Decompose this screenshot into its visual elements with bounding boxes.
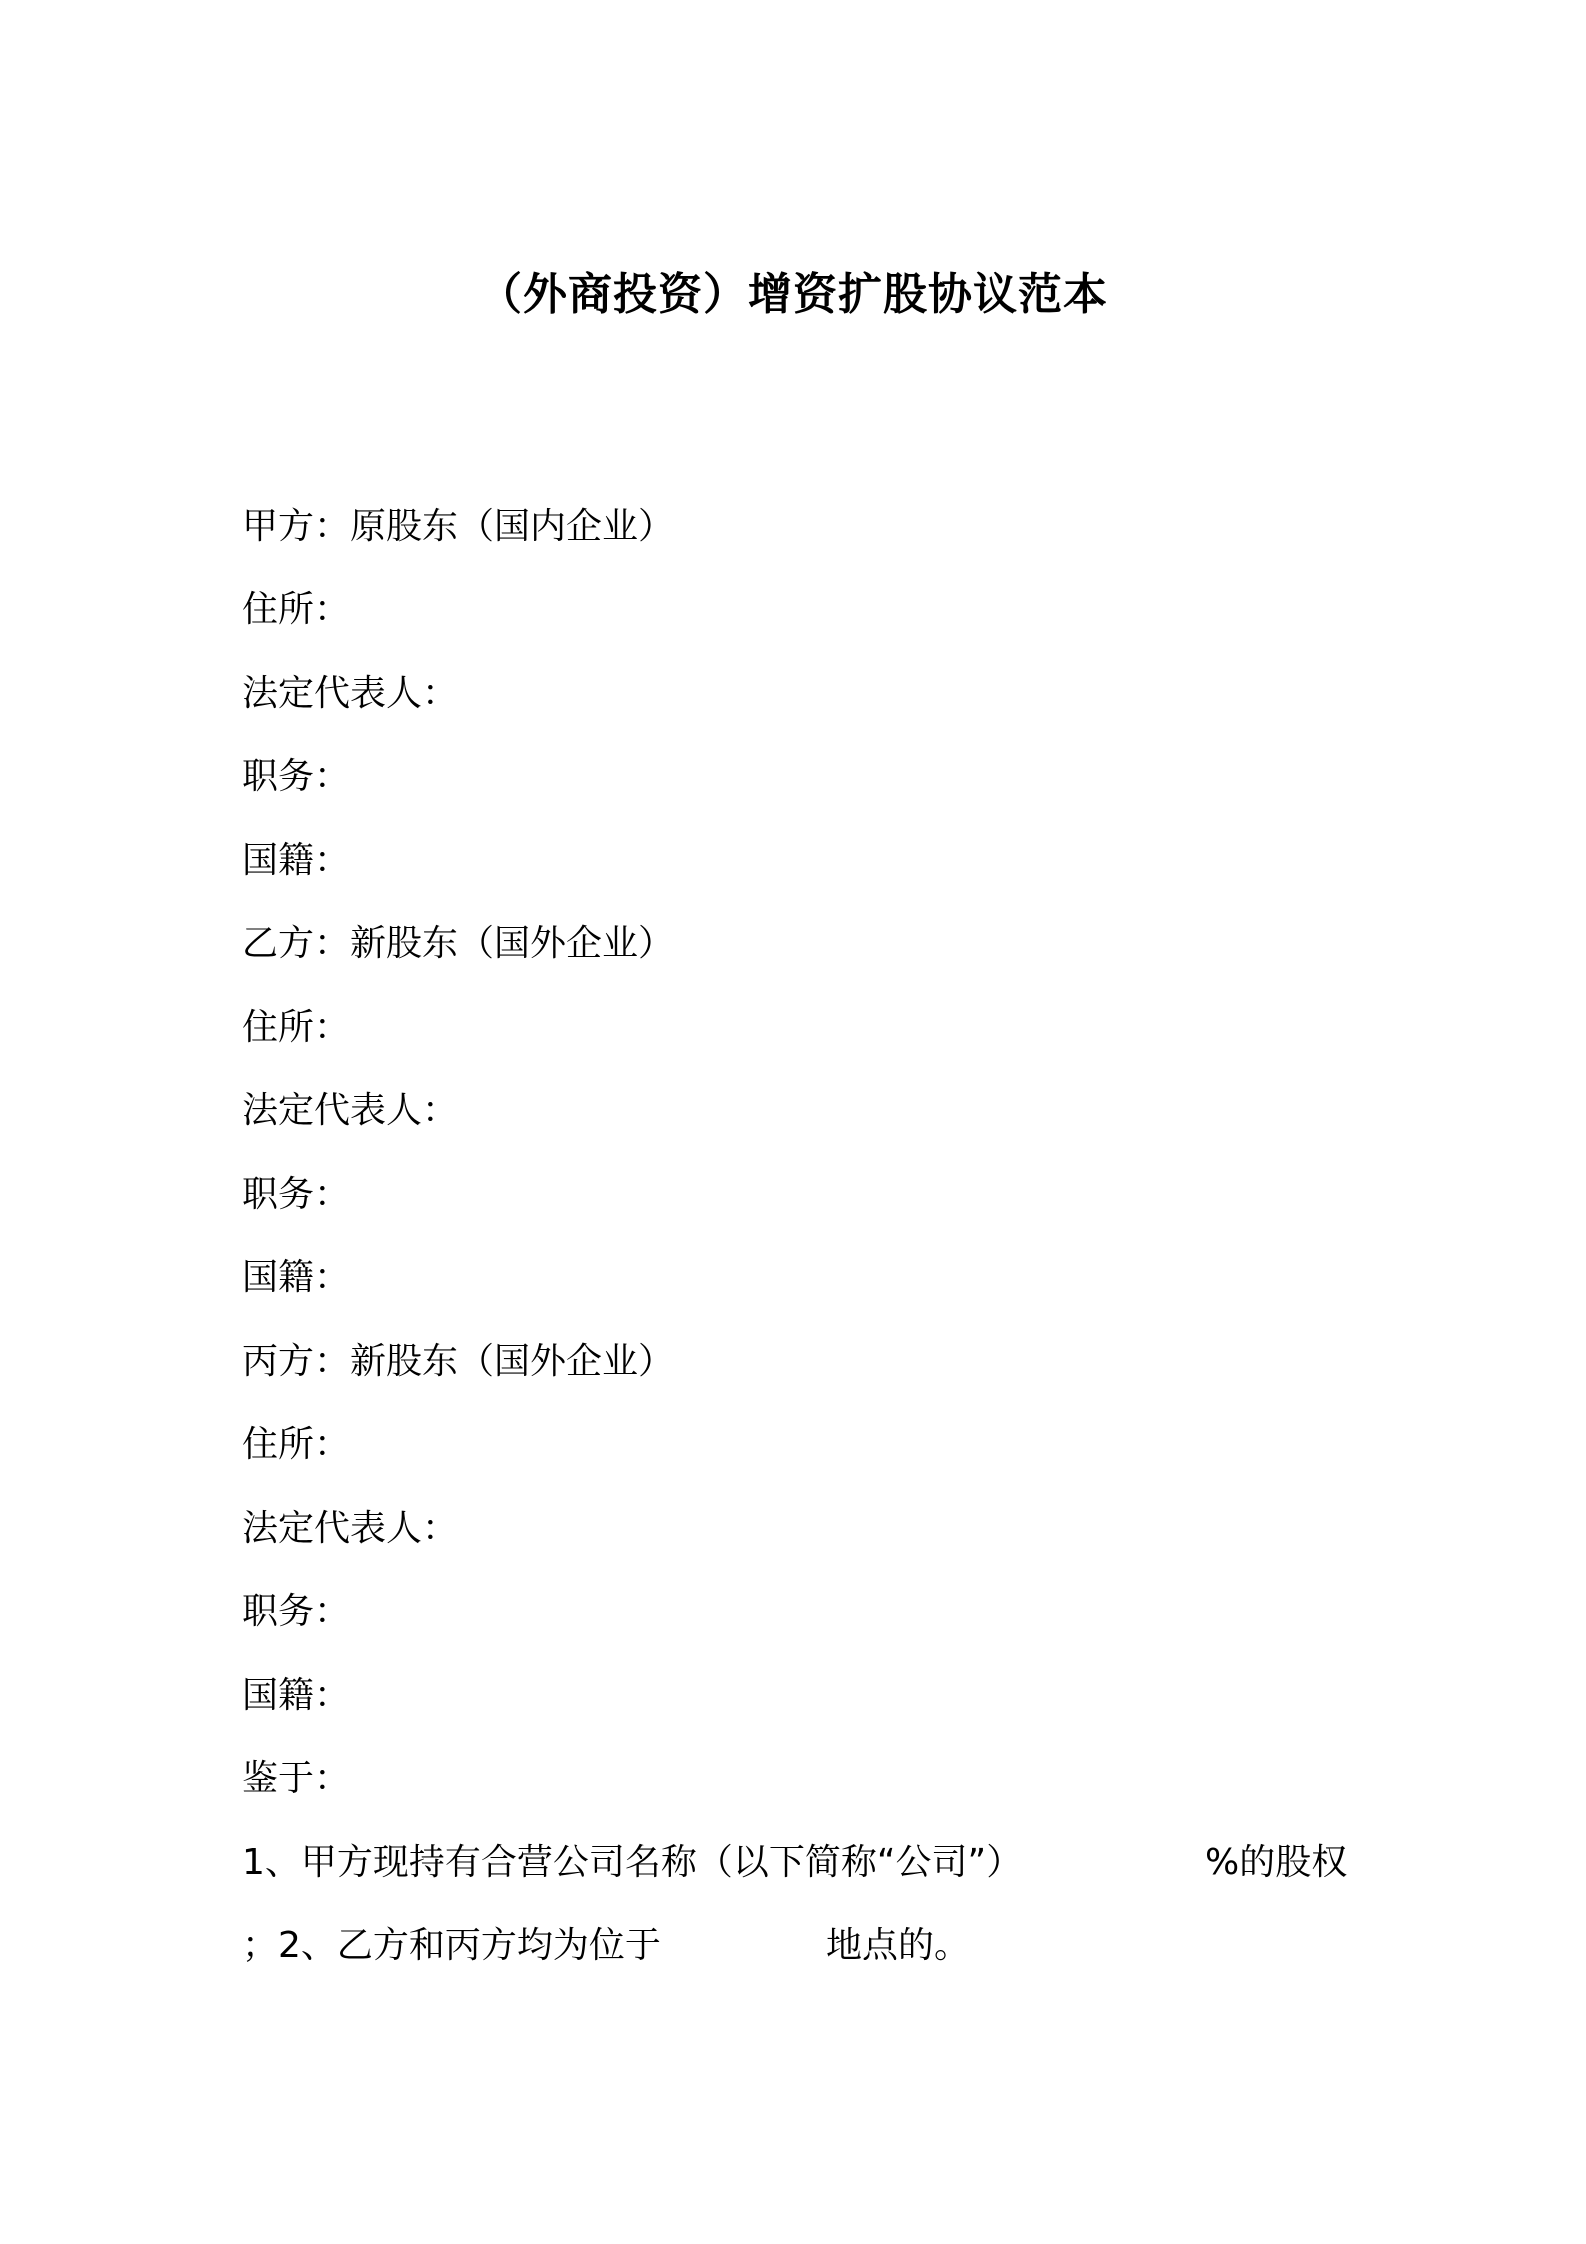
clause-1-percent-text: %的股权 bbox=[1205, 1842, 1348, 1883]
party-a-nationality: 国籍： bbox=[242, 840, 351, 881]
party-b-position: 职务： bbox=[242, 1174, 351, 1215]
party-c-legal-rep: 法定代表人： bbox=[242, 1508, 459, 1549]
party-b-nationality: 国籍： bbox=[242, 1257, 351, 1298]
document-title: （外商投资）增资扩股协议范本 bbox=[478, 269, 1108, 320]
clause-1-text: 1、甲方现持有合营公司名称（以下简称“公司”） bbox=[242, 1842, 1023, 1883]
party-a-legal-rep: 法定代表人： bbox=[242, 673, 459, 714]
party-c-position: 职务： bbox=[242, 1591, 351, 1632]
party-a-address: 住所： bbox=[242, 589, 351, 630]
party-a-heading: 甲方：原股东（国内企业） bbox=[242, 506, 675, 547]
party-b-legal-rep: 法定代表人： bbox=[242, 1090, 459, 1131]
party-c-nationality: 国籍： bbox=[242, 1675, 351, 1716]
party-c-heading: 丙方：新股东（国外企业） bbox=[242, 1341, 675, 1382]
party-b-address: 住所： bbox=[242, 1007, 351, 1048]
party-a-position: 职务： bbox=[242, 756, 351, 797]
whereas-heading: 鉴于： bbox=[242, 1758, 351, 1799]
party-b-heading: 乙方：新股东（国外企业） bbox=[242, 923, 675, 964]
clause-2-text: ；2、乙方和丙方均为位于 bbox=[242, 1925, 661, 1966]
party-c-address: 住所： bbox=[242, 1424, 351, 1465]
clause-2-location-text: 地点的。 bbox=[826, 1925, 971, 1966]
